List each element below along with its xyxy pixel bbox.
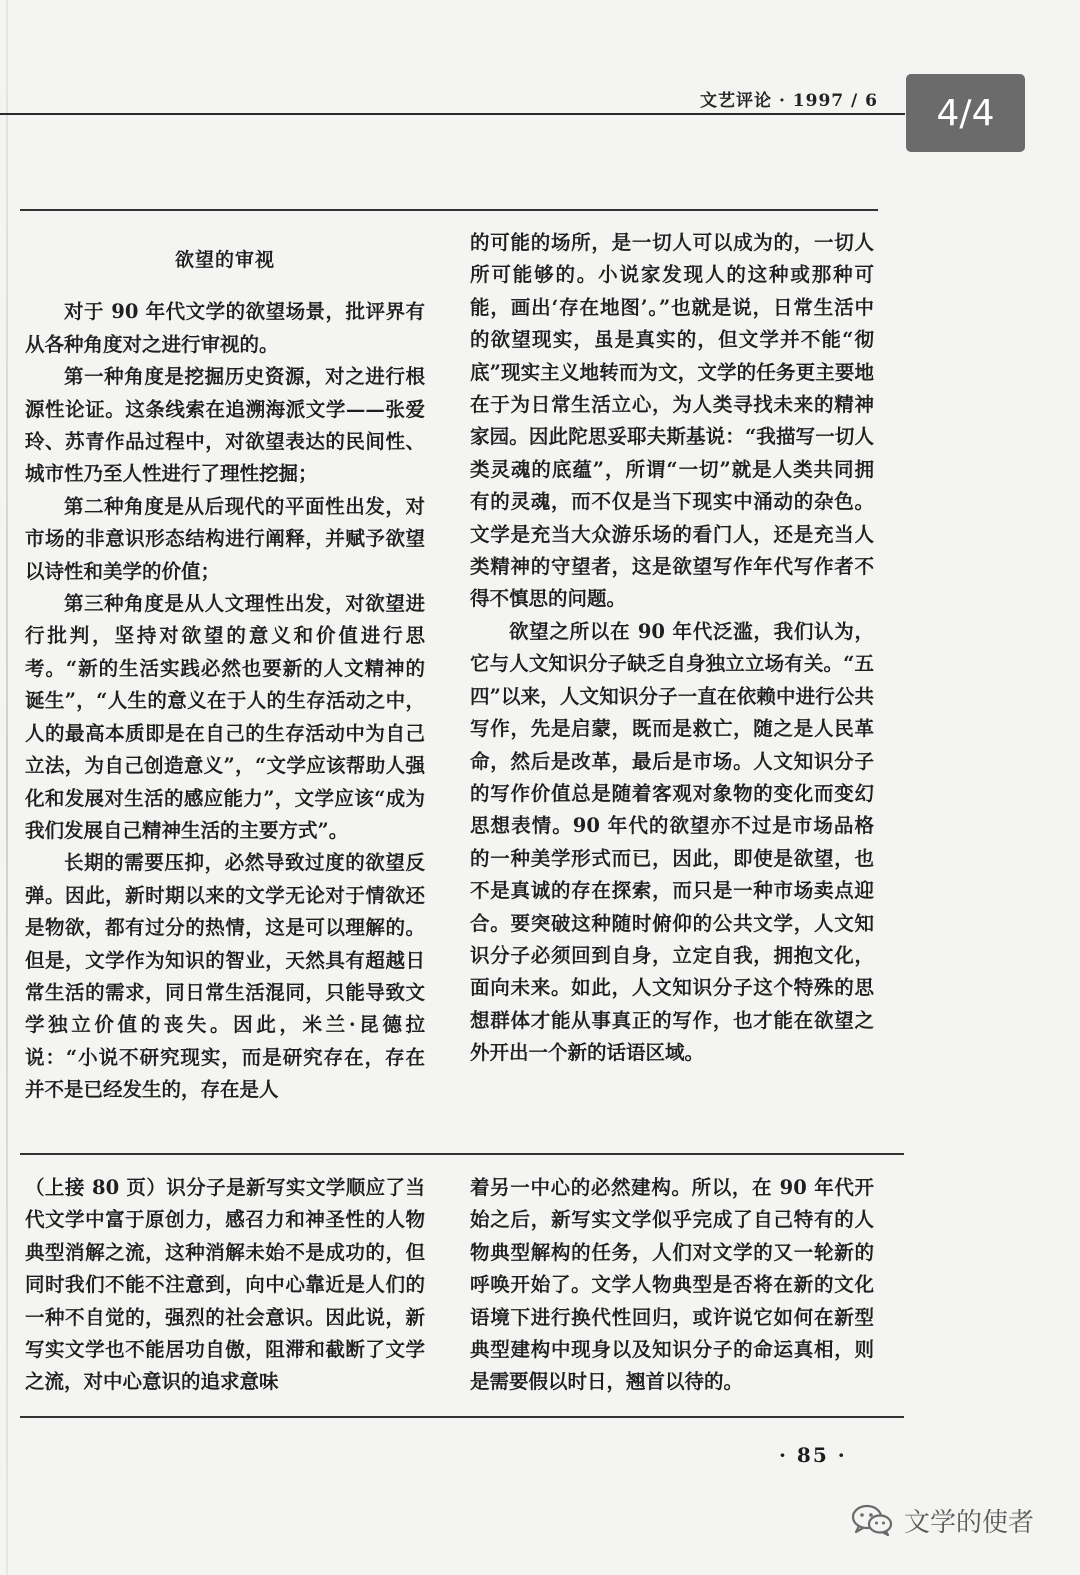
watermark-text: 文学的使者 <box>904 1507 1035 1538</box>
paragraph: 第三种角度是从人文理性出发，对欲望进行批判，坚持对欲望的意义和价值进行思考。“新的生活实践必然也要新的人文精神的诞生”，“人生的意义在于人的生存活动之中，人的最高本质即是在自己的生存活动中为自己立法，为自己创造意义”，“文学应该帮助人强化和发展对生活的感应能力”，文学应该“成为我们发展自己精神生活的主要方式”。 <box>25 592 425 842</box>
watermark <box>850 1500 1034 1540</box>
paragraph-continuation: 的可能的场所，是一切人可以成为的，一切人所可能够的。小说家发现人的这种或那种可能，画出‘存在地图’。”也就是说，日常生活中的欲望现实，虽是真实的，但文学并不能“彻底”现实主义地转而为文，文学的任务更主要地在于为日常生活立心，为人类寻找未来的精神家园。因此陀思妥耶夫斯基说：“我描写一切人类灵魂的底蕴”，所谓“一切”就是人类共同拥有的灵魂，而不仅是当下现实中涌动的杂色。文学是充当大众游乐场的看门人，还是充当人类精神的守望者，这是欲望写作年代写作者不得不慎思的问题。 <box>470 231 874 611</box>
page-left-edge <box>6 0 8 1575</box>
paragraph: 欲望之所以在 90 年代泛滥，我们认为，它与人文知识分子缺乏自身独立立场有关。“五四”以来，人文知识分子一直在依赖中进行公共写作，先是启蒙，既而是救亡，随之是人民革命，然后是改革，最后是市场。人文知识分子的写作价值总是随着客观对象物的变化而变幻思想表情。90 年代的欲望亦不过是市场品格的一种美学形式而已，因此，即使是欲望，也不是真诚的存在探索，而只是一种市场卖点迎合。要突破这种随时俯仰的公共文学，人文知识分子必须回到自身，立定自我，拥抱文化，面向未来。如此，人文知识分子这个特殊的思想群体才能从事真正的写作，也才能在欲望之外开出一个新的话语区域。 <box>470 619 874 1065</box>
journal-header: 文艺评论 · 1997 / 6 <box>700 91 878 111</box>
continued-paragraph: 着另一中心的必然建构。所以，在 90 年代开始之后，新写实文学似乎完成了自己特有的人物典型解构的任务，人们对文学的又一轮新的呼唤开始了。文学人物典型是否将在新的文化语境下进行换代性回归，或许说它如何在新型典型建构中现身以及知识分子的命运真相，则是需要假以时日，翘首以待的。 <box>470 1176 874 1394</box>
continued-column-left <box>25 1172 425 1399</box>
article-column-right <box>470 227 874 1070</box>
page-count-badge[interactable]: 4/4 <box>906 74 1025 152</box>
paragraph: 第二种角度是从后现代的平面性出发，对市场的非意识形态结构进行阐释，并赋予欲望以诗性和美学的价值； <box>25 494 425 583</box>
page-number: · 85 · <box>779 1443 847 1467</box>
wechat-icon <box>850 1503 894 1537</box>
bottom-rule <box>20 1416 904 1418</box>
header-rule <box>0 113 905 115</box>
paragraph: 长期的需要压抑，必然导致过度的欲望反弹。因此，新时期以来的文学无论对于情欲还是物欲，都有过分的热情，这是可以理解的。但是，文学作为知识的智业，天然具有超越日常生活的需求，同日常生活混同，只能导致文学独立价值的丧失。因此，米兰·昆德拉说：“小说不研究现实，而是研究存在，存在并不是已经发生的，存在是人 <box>25 851 425 1102</box>
continued-column-right <box>470 1172 874 1399</box>
section-divider-rule <box>20 1153 904 1155</box>
continued-paragraph: （上接 80 页）识分子是新写实文学顺应了当代文学中富于原创力，感召力和神圣性的人物典型消解之流，这种消解未始不是成功的，但同时我们不能不注意到，向中心靠近是人们的一种不自觉的，强烈的社会意识。因此说，新写实文学也不能居功自傲，阻滞和截断了文学之流，对中心意识的追求意味 <box>25 1176 425 1394</box>
article-column-left <box>25 244 425 1107</box>
section-title: 欲望的审视 <box>174 249 275 271</box>
article-top-rule <box>20 209 878 211</box>
paragraph: 对于 90 年代文学的欲望场景，批评界有从各种角度对之进行审视的。 <box>25 300 425 356</box>
paragraph: 第一种角度是挖掘历史资源，对之进行根源性论证。这条线索在追溯海派文学——张爱玲、苏青作品过程中，对欲望表达的民间性、城市性乃至人性进行了理性挖掘； <box>25 365 425 486</box>
